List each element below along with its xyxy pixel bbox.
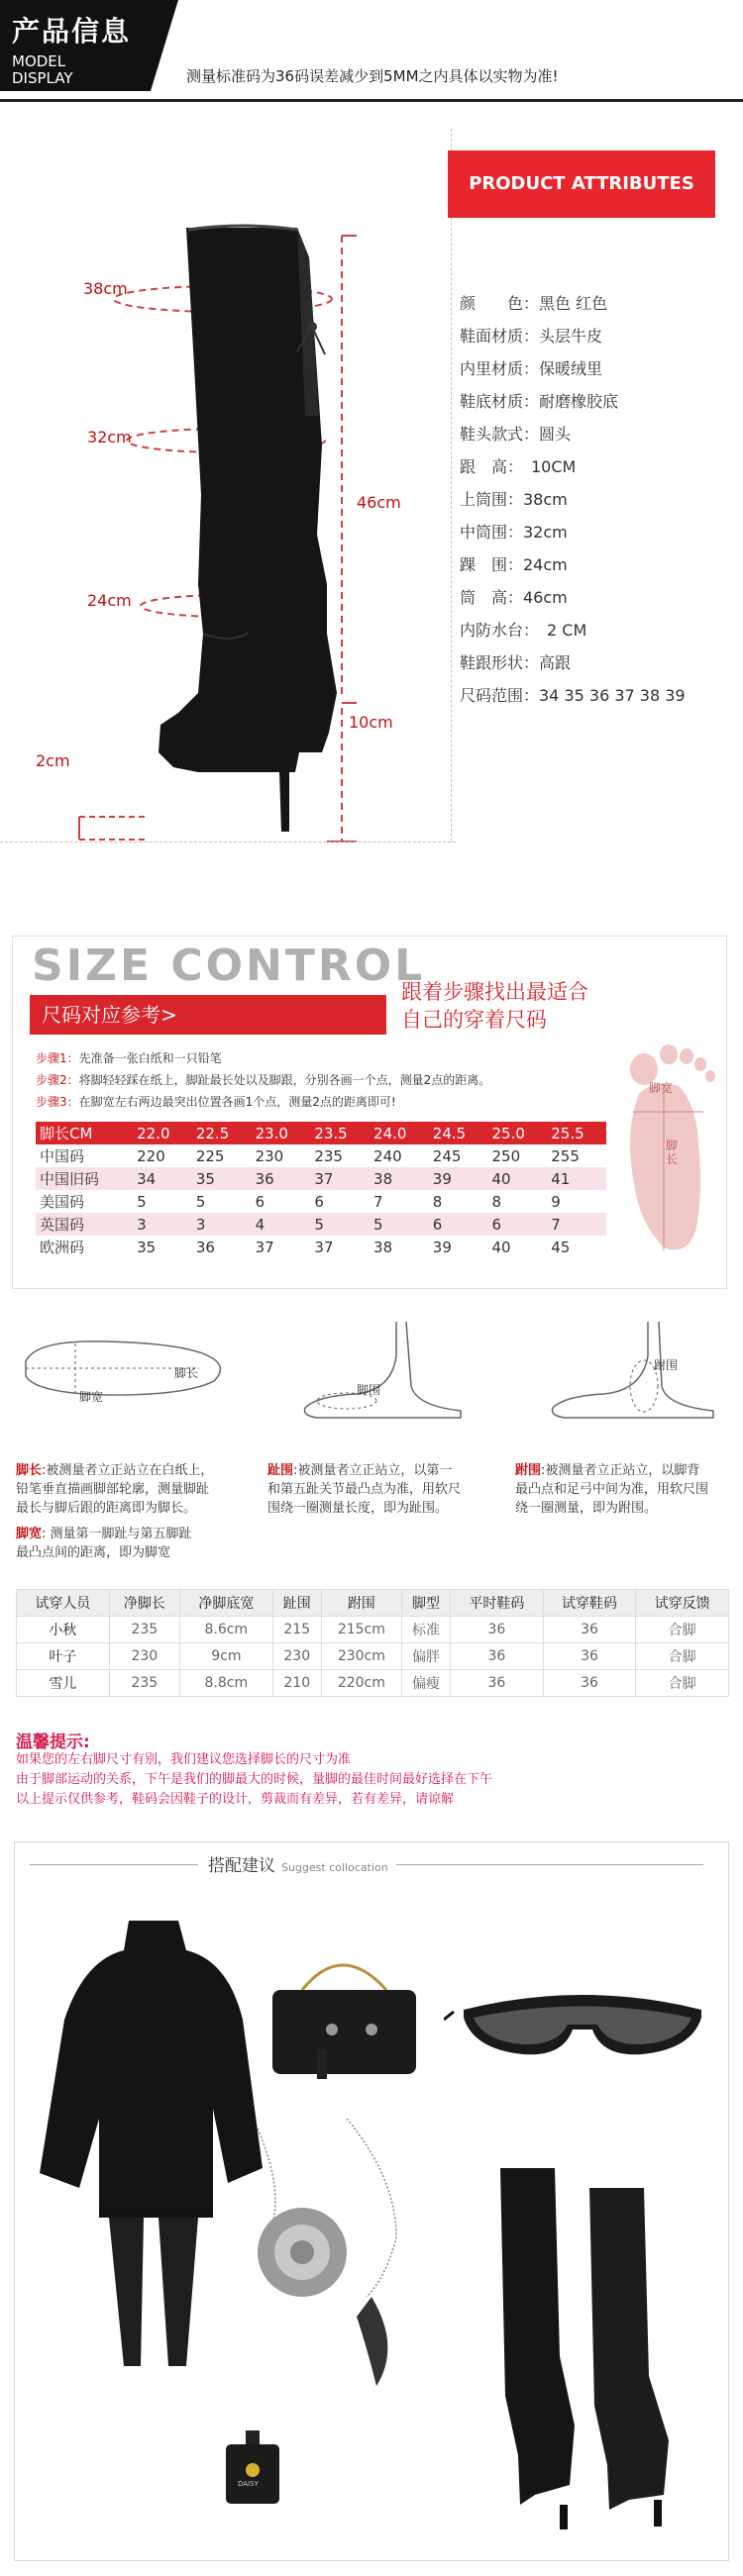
fig3-label: 跗围 (654, 1358, 679, 1372)
fig1-width-label: 脚宽 (79, 1390, 104, 1404)
tips-line-1: 如果您的左右脚尺寸有别，我们建议您选择脚长的尺寸为准 (16, 1752, 352, 1767)
size-conversion-table (36, 1122, 606, 1258)
boots-image (461, 2158, 718, 2534)
instep-explain: 跗围:被测量者立正站立，以脚背 最凸点和足弓中间为准，用软尺围 绕一圈测量，即为跗围。 (515, 1463, 709, 1516)
attr-row-top-circ: 上筒围：38cm (460, 490, 568, 509)
tips-line-2: 由于脚部运动的关系，下午是我们的脚最大的时候，量脚的最佳时间最好选择在下午 (16, 1772, 493, 1787)
header-title-en-line2: DISPLAY (12, 69, 73, 87)
attr-row-mid-circ: 中筒围：32cm (460, 523, 568, 542)
attr-row-platform: 内防水台： 2 CM (460, 621, 587, 640)
perfume-image (218, 2430, 287, 2510)
attributes-banner: PRODUCT ATTRIBUTES (448, 150, 715, 218)
step-2: 步骤2：将脚轻轻踩在纸上，脚趾最长处以及脚跟，分别各画一个点，测量2点的距离。 (36, 1073, 491, 1087)
attr-row-heel-shape: 鞋跟形状：高跟 (460, 653, 572, 672)
platform-label: 2cm (36, 751, 70, 770)
table-row: 脚长CM 22.0 22.5 23.0 23.5 24.0 24.5 25.0 25.5 (36, 1122, 606, 1144)
attr-row-heel-height: 跟 高： 10CM (460, 457, 577, 476)
attr-row-lining: 内里材质：保暖绒里 (460, 359, 603, 378)
table-row: 中国码 220 225 230 235 240 245 250 255 (40, 1146, 580, 1165)
table-row: 试穿人员 净脚长 净脚底宽 趾围 跗围 脚型 平时鞋码 试穿鞋码 试穿反馈 (17, 1590, 729, 1617)
step-3: 步骤3：在脚宽左右两边最突出位置各画1个点，测量2点的距离即可! (36, 1095, 396, 1109)
attr-row-shaft-height: 筒 高：46cm (460, 588, 568, 607)
footprint-icon (609, 1025, 718, 1262)
tips-line-3: 以上提示仅供参考，鞋码会因鞋子的设计，剪裁而有差异，若有差异，请谅解 (16, 1792, 455, 1807)
table-row: 中国旧码 34 35 36 37 38 39 40 41 (36, 1167, 606, 1190)
shaft-height-label: 46cm (357, 493, 401, 512)
fig2-label: 脚围 (357, 1383, 381, 1397)
jewelry-image (228, 2119, 436, 2416)
size-reference-bar: 尺码对应参考> (30, 995, 386, 1035)
measure-note: 测量标准码为36码误差减少到5MM之内具体以实物为准! (186, 67, 559, 85)
collocation-rule-left (30, 1864, 198, 1865)
size-control-title: SIZE CONTROL (32, 941, 426, 991)
table-row: 叶子 230 9cm 230 230cm 偏胖 36 36 合脚 (17, 1643, 729, 1670)
attr-row-upper: 鞋面材质：头层牛皮 (460, 327, 603, 346)
perfume-label: DAISY (238, 2480, 259, 2488)
measure-steps (36, 1047, 490, 1113)
footprint-width-label: 脚宽 (649, 1081, 674, 1095)
mid-circ-label: 32cm (87, 428, 132, 446)
foot-outline-top (16, 1332, 244, 1411)
sunglasses-image (444, 1980, 721, 2069)
attr-row-ankle-circ: 踝 围：24cm (460, 555, 568, 574)
tester-table (16, 1589, 729, 1697)
tips-body (16, 1750, 492, 1810)
tips-title: 温馨提示: (16, 1733, 90, 1752)
table-row: 美国码 5 5 6 6 7 8 8 9 (40, 1192, 561, 1211)
ankle-circ-label: 24cm (87, 591, 132, 610)
attr-row-size-range: 尺码范围：34 35 36 37 38 39 (460, 686, 686, 705)
table-row: 雪儿 235 8.8cm 210 220cm 偏瘦 36 36 合脚 (17, 1670, 729, 1697)
attr-row-sole: 鞋底材质：耐磨橡胶底 (460, 392, 619, 411)
footprint-length-label: 脚长 (666, 1139, 679, 1166)
attributes-list (460, 287, 742, 712)
step-1: 步骤1：先准备一张白纸和一只铅笔 (36, 1051, 222, 1065)
foot-length-explain: 脚长:被测量者立正站立在白纸上， 铅笔垂直描画脚部轮廓，测量脚趾 最长与脚后跟的距离即为脚长。 (16, 1463, 214, 1516)
collocation-title: 搭配建议 Suggest collocation (208, 1856, 388, 1876)
foot-width-explain: 脚宽: 测量第一脚趾与第五脚趾 最凸点间的距离，即为脚宽 (16, 1527, 192, 1560)
toe-circ-explain: 趾围:被测量者立正站立，以第一 和第五趾关节最凸点为准，用软尺 围绕一圈测量长度，即为趾围。 (267, 1463, 462, 1516)
table-row: 英国码 3 3 4 5 5 6 6 7 (36, 1213, 606, 1236)
header-badge (0, 0, 151, 91)
attr-row-color: 颜 色：黑色 红色 (460, 294, 608, 313)
size-guide-tagline-1: 跟着步骤找出最适合 (401, 980, 588, 1004)
header-title-en (12, 53, 73, 87)
collocation-rule-right (396, 1864, 703, 1865)
top-circ-label: 38cm (83, 279, 128, 298)
size-guide-tagline-2: 自己的穿着尺码 (401, 1008, 547, 1032)
table-row: 小秋 235 8.6cm 215 215cm 标准 36 36 合脚 (17, 1617, 729, 1643)
header-notch (151, 0, 178, 91)
attr-row-toe: 鞋头款式：圆头 (460, 425, 572, 444)
table-row: 欧洲码 35 36 37 37 38 39 40 45 (40, 1238, 571, 1256)
section1-bottom-dash (0, 842, 456, 843)
foot-side-toe (297, 1317, 476, 1426)
fig1-length-label: 脚长 (174, 1366, 199, 1380)
boot-diagram (0, 119, 456, 851)
foot-side-instep (545, 1317, 733, 1426)
heel-height-label: 10cm (349, 713, 393, 732)
handbag-image (263, 1940, 426, 2089)
header-divider (0, 99, 743, 102)
header-title-en-line1: MODEL (12, 52, 66, 70)
header-title-zh: 产品信息 (12, 15, 132, 48)
